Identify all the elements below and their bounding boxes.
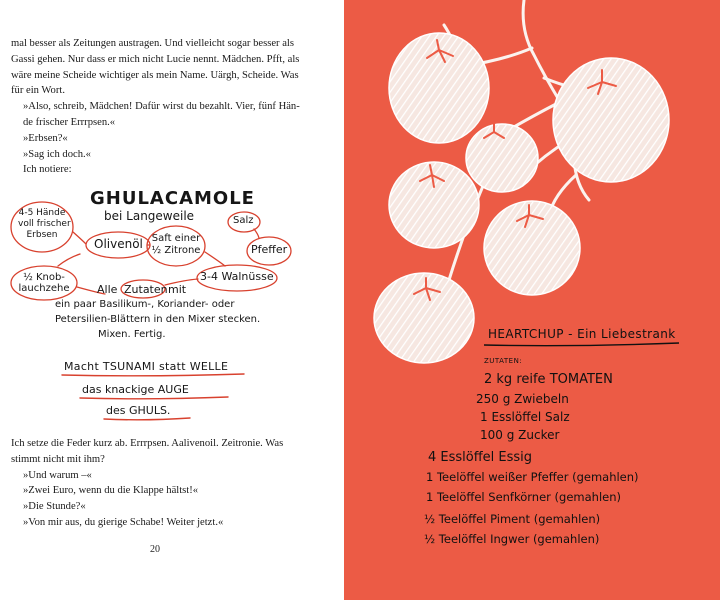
page-number: 20 bbox=[150, 544, 160, 555]
recipe-note: das knackige AUGE bbox=[82, 383, 189, 396]
underline bbox=[62, 374, 244, 376]
prose-bottom bbox=[11, 436, 311, 531]
dialogue-line: »Zwei Euro, wenn du die Klappe hältst!« bbox=[23, 485, 199, 497]
tomato bbox=[466, 124, 538, 192]
dialogue-line: »Sag ich doch.« bbox=[23, 148, 91, 160]
dialogue-line: »Und warum –« bbox=[23, 469, 92, 481]
ingredient-line: 4 Esslöffel Essig bbox=[428, 450, 533, 465]
ingredient-line: 4-5 Hände bbox=[18, 208, 66, 218]
ingredient-zitrone bbox=[151, 233, 201, 257]
instruction-line: Petersilien-Blättern in den Mixer stecken. bbox=[55, 314, 261, 325]
instruction-line: Mixen. Fertig. bbox=[98, 329, 166, 340]
ingredient-line: lauchzehe bbox=[18, 283, 70, 294]
text-line: für ein Wort. bbox=[11, 85, 65, 97]
connector-line bbox=[254, 229, 259, 238]
recipe-title: GHULACAMOLE bbox=[90, 188, 255, 209]
ingredient-line: ½ Knob- bbox=[23, 272, 65, 283]
connector-line bbox=[58, 254, 80, 266]
left-page bbox=[0, 0, 344, 600]
ingredient-line: 100 g Zucker bbox=[480, 428, 560, 442]
ingredient-line: 2 kg reife TOMATEN bbox=[484, 372, 613, 387]
ingredient-pfeffer: Pfeffer bbox=[251, 243, 288, 256]
recipe-note: Macht TSUNAMI statt WELLE bbox=[64, 360, 229, 373]
connector-line bbox=[73, 232, 86, 244]
ingredient-line: 1 Teelöffel weißer Pfeffer (gemahlen) bbox=[426, 470, 639, 484]
underline bbox=[80, 397, 228, 399]
text-line: mal besser als Zeitungen austragen. Und vielleicht sogar besser als bbox=[11, 38, 295, 49]
ingredient-line: voll frischer bbox=[18, 219, 71, 229]
instruction-zutaten: Zutaten bbox=[124, 283, 168, 296]
dialogue-line: Ich notiere: bbox=[23, 164, 72, 176]
dialogue-line: de frischer Errrpsen.« bbox=[23, 116, 116, 128]
tomato-vine-illustration bbox=[344, 0, 720, 600]
ingredient-line: 1 Esslöffel Salz bbox=[480, 410, 570, 424]
tomato bbox=[553, 58, 669, 182]
ingredient-line: Saft einer bbox=[151, 233, 201, 244]
recipe-note: des GHULS. bbox=[106, 404, 171, 417]
ingredient-erbsen bbox=[18, 208, 71, 241]
ingredient-line: 1 Teelöffel Senfkörner (gemahlen) bbox=[426, 490, 621, 504]
ingredient-line: Erbsen bbox=[26, 230, 58, 240]
ingredient-salz: Salz bbox=[233, 215, 254, 226]
heartchup-title: HEARTCHUP - Ein Liebestrank bbox=[488, 327, 676, 341]
zutaten-label: ZUTATEN: bbox=[484, 357, 523, 365]
ingredient-walnuesse: 3-4 Walnüsse bbox=[200, 270, 274, 283]
ingredient-line: ½ Teelöffel Ingwer (gemahlen) bbox=[424, 532, 600, 546]
ingredient-knoblauch bbox=[18, 272, 70, 294]
underline bbox=[104, 418, 190, 420]
text-paragraph: Ich setze die Feder kurz ab. Errrpsen. Aalivenoil. Zeitronie. Was stimmt nicht mit ihm? bbox=[11, 438, 284, 465]
ingredient-line: ½ Zitrone bbox=[151, 245, 201, 256]
dialogue-line: »Also, schreib, Mädchen! Dafür wirst du bezahlt. Vier, fünf Hän- bbox=[23, 101, 300, 113]
connector-line bbox=[205, 252, 225, 266]
ingredient-line: 250 g Zwiebeln bbox=[476, 392, 569, 406]
tomato bbox=[374, 273, 474, 363]
instruction-line: ein paar Basilikum-, Koriander- oder bbox=[55, 299, 235, 310]
text-line: Gassi gehen. Nur dass er mich nicht Lucie nennt. Mädchen. Pfft, als bbox=[11, 53, 300, 65]
dialogue-line: »Erbsen?« bbox=[23, 132, 68, 144]
instruction-alle: Alle bbox=[97, 283, 118, 296]
recipe-subtitle: bei Langeweile bbox=[104, 209, 195, 223]
dialogue-line: »Die Stunde?« bbox=[23, 501, 86, 513]
right-page bbox=[344, 0, 720, 600]
text-line: wäre meine Scheide wichtiger als mein Name. Uärgh, Scheide. Was bbox=[11, 69, 299, 81]
ingredient-olivenoel: Olivenöl bbox=[94, 237, 143, 251]
instruction-mit: mit bbox=[168, 283, 187, 296]
title-underline bbox=[484, 343, 679, 346]
dialogue-line: »Von mir aus, du gierige Schabe! Weiter jetzt.« bbox=[23, 516, 224, 528]
ingredient-line: ½ Teelöffel Piment (gemahlen) bbox=[424, 512, 601, 526]
